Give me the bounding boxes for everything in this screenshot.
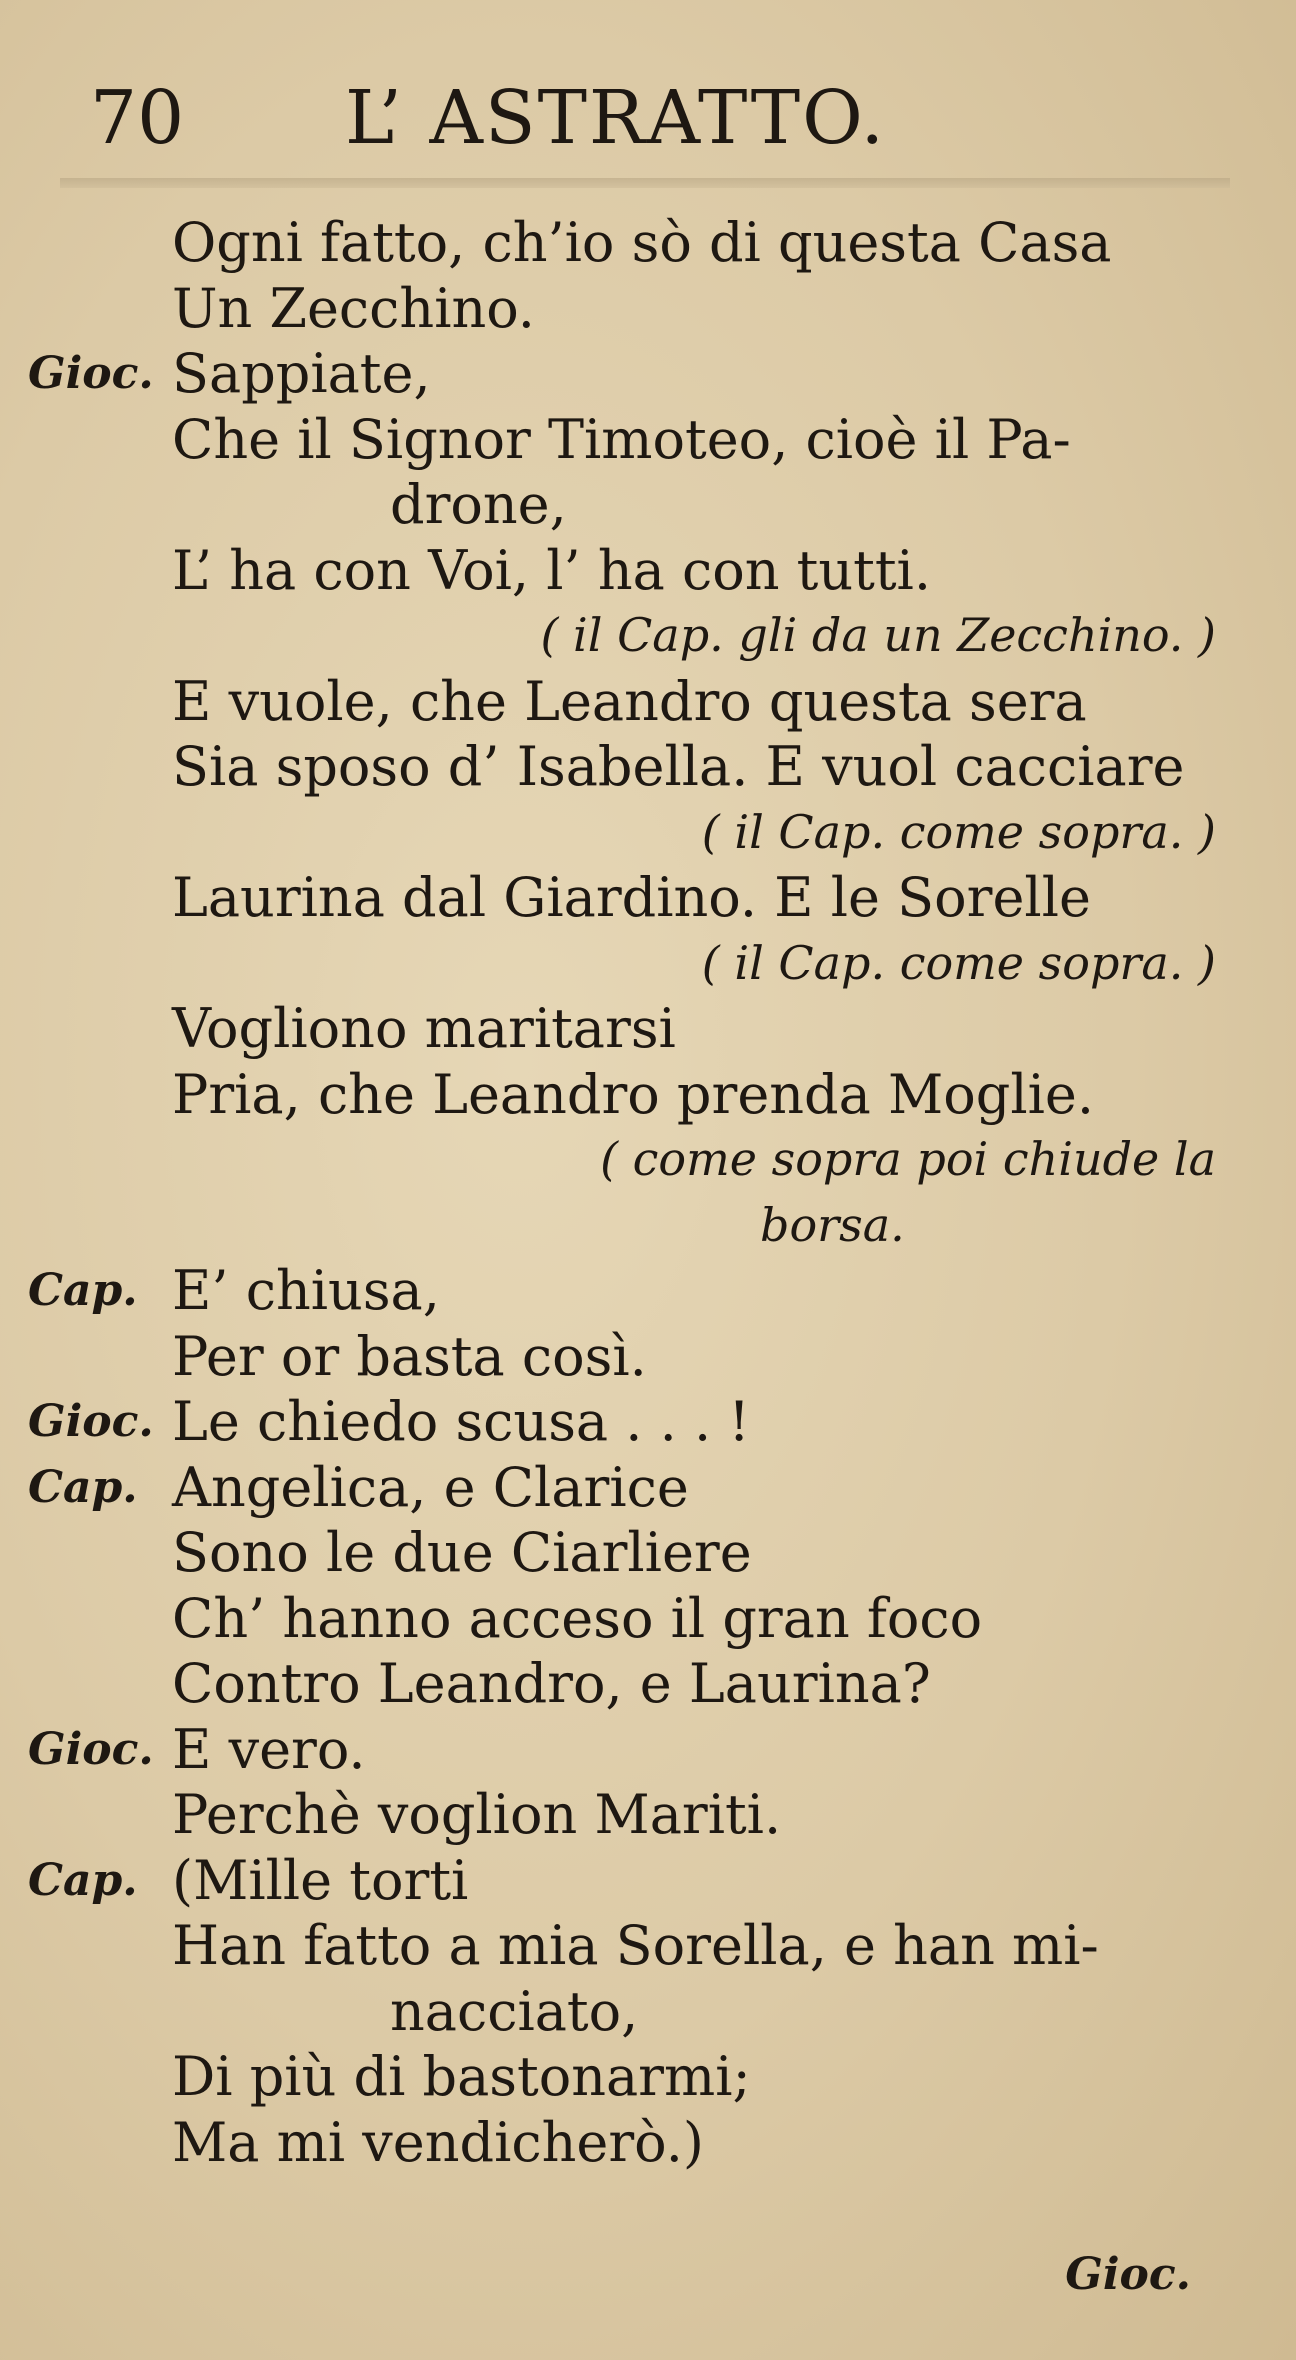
play-text [0,210,1296,2175]
verse-text: Sono le due Ciarliere [172,1521,752,1584]
verse-text: Per or basta così. [172,1324,647,1388]
verse-text: L’ ha con Voi, l’ ha con tutti. [172,538,931,602]
speaker-label: Gioc. [28,348,154,399]
verse-text: (Mille torti [172,1848,469,1912]
speaker-label: Gioc. [28,1723,154,1775]
text-line [0,1913,1296,1979]
verse-text: Angelica, e Clarice [172,1455,689,1519]
text-line [0,2044,1296,2110]
verse-text: Che il Signor Timoteo, cioè il Pa- [172,407,1071,471]
verse-text: Sappiate, [172,342,431,405]
verse-text: E vuole, che Leandro questa sera [172,669,1087,733]
text-line [0,1389,1296,1455]
speaker-label: Cap. [28,1265,138,1316]
text-line [0,1782,1296,1848]
text-line [0,1258,1296,1324]
speaker-label: Cap. [28,1461,138,1513]
text-line [0,341,1296,407]
stage-direction-continuation: borsa. [760,1197,905,1252]
text-line [0,472,1296,538]
stage-direction: ( il Cap. gli da un Zecchino. ) [540,608,1216,662]
text-line [0,1193,1296,1259]
verse-text: Pria, che Leandro prenda Moglie. [172,1062,1095,1126]
verse-text: Vogliono maritarsi [172,997,676,1060]
text-line [0,210,1296,276]
text-line [0,800,1296,866]
text-line [0,2110,1296,2176]
stage-direction: ( il Cap. come sopra. ) [701,804,1216,859]
verse-text: Contro Leandro, e Laurina? [172,1652,931,1715]
text-line [0,669,1296,735]
verse-continuation: nacciato, [390,1979,639,2043]
verse-text: Perchè voglion Mariti. [172,1783,782,1846]
verse-text: Han fatto a mia Sorella, e han mi- [172,1914,1099,1977]
text-line [0,1848,1296,1914]
text-line [0,1062,1296,1128]
text-line [0,1979,1296,2045]
page-number: 70 [90,75,185,161]
verse-text: Un Zecchino. [172,276,535,340]
verse-continuation: drone, [390,473,567,536]
verse-text: Sia sposo d’ Isabella. E vuol cacciare [172,735,1185,798]
verse-text: E vero. [172,1717,366,1781]
text-line [0,1651,1296,1717]
text-line [0,1520,1296,1586]
speaker-label: Gioc. [28,1396,154,1447]
page-header [90,75,1240,165]
running-title: L’ ASTRATTO. [345,75,886,161]
stage-direction: ( come sopra poi chiude la [600,1132,1216,1186]
text-line [0,931,1296,997]
text-line [0,1324,1296,1390]
catchword: Gioc. [1065,2249,1191,2300]
text-line [0,538,1296,604]
text-line [0,865,1296,931]
verse-text: Ogni fatto, ch’io sò di questa Casa [172,211,1112,274]
text-line [0,276,1296,342]
verse-text: Laurina dal Giardino. E le Sorelle [172,866,1091,929]
text-line [0,1127,1296,1193]
verse-text: Ch’ hanno acceso il gran foco [172,1586,983,1650]
text-line [0,1586,1296,1652]
verse-text: Di più di bastonarmi; [172,2045,751,2108]
stage-direction: ( il Cap. come sopra. ) [701,935,1216,990]
speaker-label: Cap. [28,1854,138,1906]
text-line [0,407,1296,473]
text-line [0,1717,1296,1783]
text-line [0,734,1296,800]
header-rule [60,178,1230,188]
text-line [0,1455,1296,1521]
verse-text: Ma mi vendicherò.) [172,2110,704,2174]
text-line [0,996,1296,1062]
verse-text: Le chiedo scusa . . . ! [172,1390,750,1453]
verse-text: E’ chiusa, [172,1259,440,1322]
text-line [0,603,1296,669]
